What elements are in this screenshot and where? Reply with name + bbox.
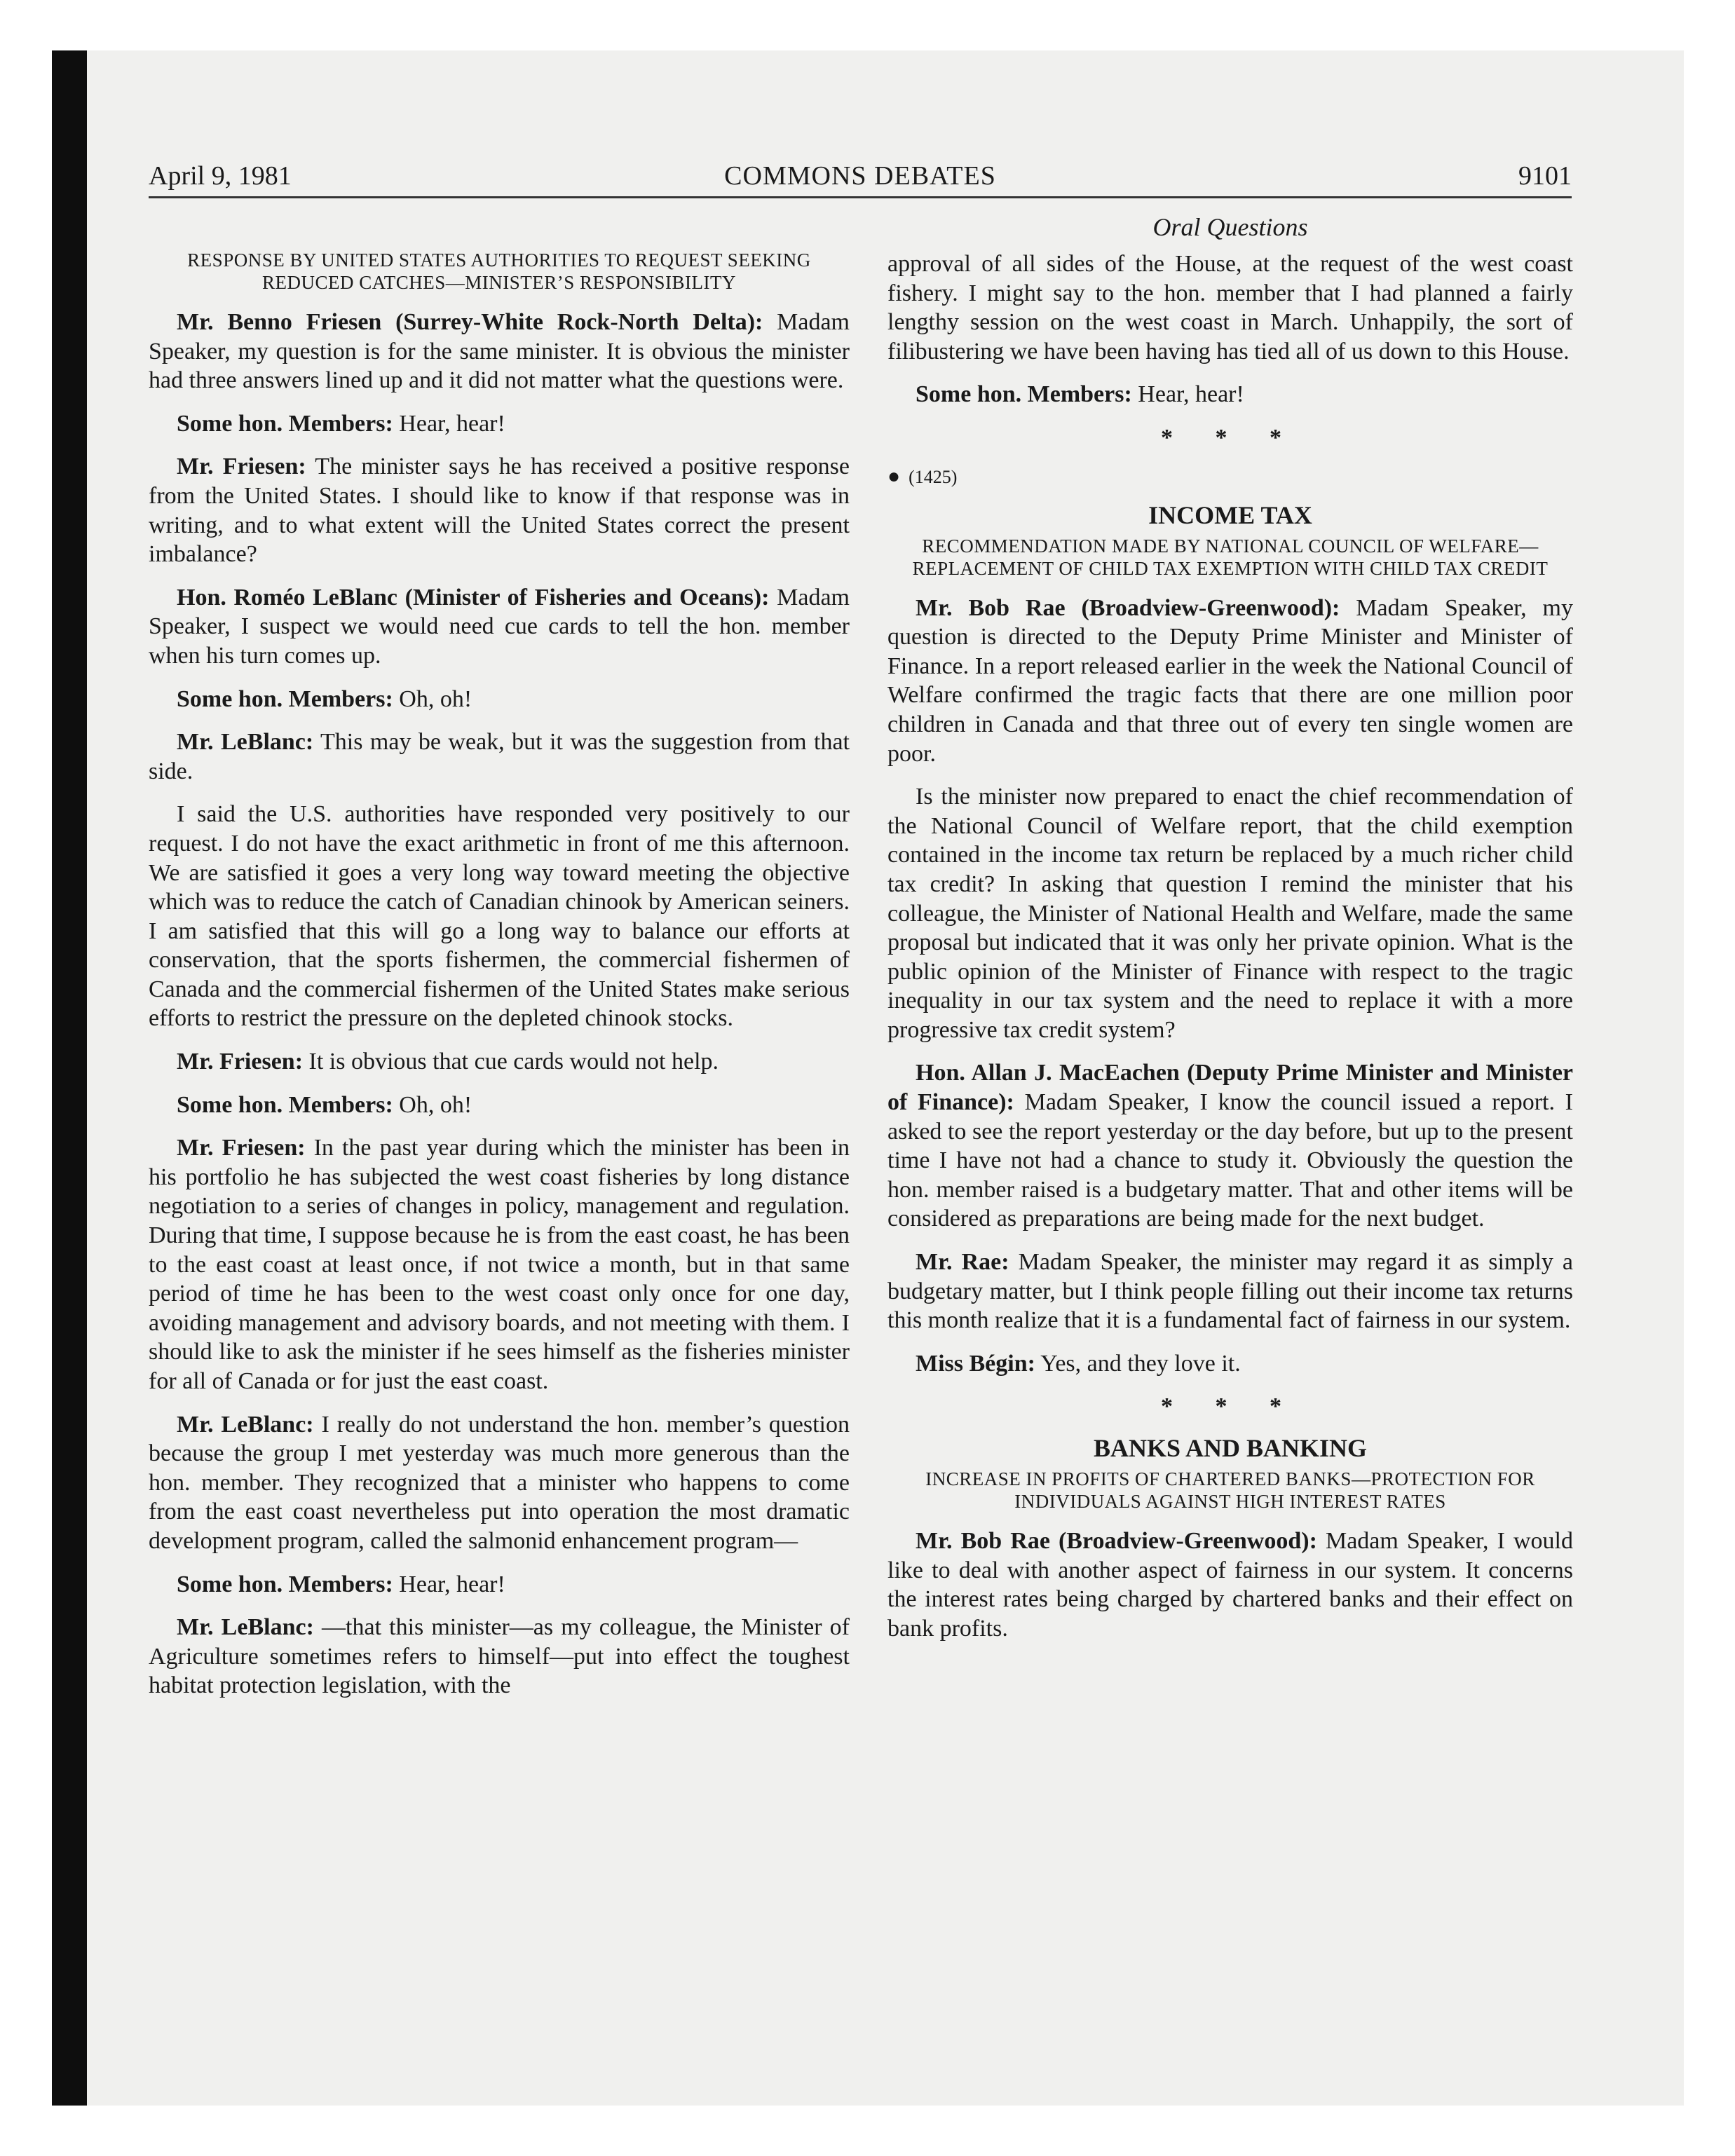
speech-text: I said the U.S. authorities have responded very positively to our request. I do not have the exact arithmetic in front of me this afternoon. We are satisfied it goes a very long way toward meeting the objective which was to reduce the catch of Canadian chinook by American seiners. I am satisfied that this will go a long way to balance our efforts at conservation, that the sports fishermen, the commercial fishermen of Canada and the commercial fishermen of the United States make serious efforts to restrict the pressure on the depleted chinook stocks. <box>149 801 850 1032</box>
speaker: Some hon. Members: <box>177 1091 393 1118</box>
speaker: Hon. Roméo LeBlanc (Minister of Fisheries and Oceans): <box>177 584 770 610</box>
paragraph <box>887 594 1573 769</box>
speaker: Mr. LeBlanc: <box>177 729 314 756</box>
speech-text: Yes, and they love it. <box>1035 1350 1241 1377</box>
paragraph <box>149 800 850 1033</box>
paragraph <box>887 1058 1573 1234</box>
section-subheading: INCREASE IN PROFITS OF CHARTERED BANKS—PROTECTION FOR INDIVIDUALS AGAINST HIGH INTEREST RATES <box>925 1468 1535 1512</box>
speech-text: approval of all sides of the House, at the request of the west coast fishery. I might say to the hon. member that I had planned a fairly lengthy session on the west coast in March. Unhappily, the sort of filibustering we have been having has tied all of us down to this House. <box>887 251 1573 364</box>
section-separator: * * * <box>1161 1393 1300 1420</box>
speech-text: It is obvious that cue cards would not help. <box>303 1049 719 1075</box>
paragraph <box>149 1091 850 1120</box>
paragraph <box>149 1570 850 1599</box>
banks-paragraphs <box>887 1527 1573 1643</box>
paragraph <box>887 380 1573 409</box>
paragraph <box>887 1349 1573 1379</box>
speech-text: Hear, hear! <box>1131 381 1244 408</box>
paragraph <box>149 1047 850 1077</box>
section-heading-income-tax: INCOME TAX <box>1148 500 1312 529</box>
left-paragraphs <box>149 308 850 1700</box>
header-rule <box>149 196 1572 198</box>
time-marker <box>887 464 1573 490</box>
paragraph <box>149 685 850 714</box>
speaker: Mr. Rae: <box>916 1249 1009 1276</box>
paragraph <box>149 452 850 568</box>
speaker: Miss Bégin: <box>916 1350 1035 1377</box>
right-column <box>887 212 1573 1657</box>
paragraph <box>149 308 850 395</box>
speaker: Mr. Friesen: <box>177 1135 306 1161</box>
speaker: Some hon. Members: <box>177 685 393 712</box>
section-separator: * * * <box>1161 424 1300 451</box>
paragraph <box>149 583 850 671</box>
speaker: Some hon. Members: <box>177 1571 393 1597</box>
section-subheading: RESPONSE BY UNITED STATES AUTHORITIES TO REQUEST SEEKING REDUCED CATCHES—MINISTER’S RESPONSIBILITY <box>187 250 811 293</box>
paragraph <box>887 1248 1573 1335</box>
speaker: Mr. Bob Rae (Broadview-Greenwood): <box>916 594 1340 621</box>
speech-text: Hear, hear! <box>393 1571 505 1597</box>
speech-text: —that this minister—as my colleague, the Minister of Agriculture sometimes refers to himself—put into effect the toughest habitat protection legislation, with the <box>149 1614 850 1699</box>
header-title: COMMONS DEBATES <box>724 161 996 191</box>
speech-text: Hear, hear! <box>393 410 505 437</box>
section-heading-banks: BANKS AND BANKING <box>1093 1434 1368 1462</box>
page-header <box>149 160 1572 192</box>
page-number: 9101 <box>1518 161 1572 191</box>
speech-text: This may be weak, but it was the suggestion from that side. <box>149 729 850 784</box>
header-date: April 9, 1981 <box>149 161 292 191</box>
speech-text: Madam Speaker, I would like to deal with another aspect of fairness in our system. It concerns the interest rates being charged by chartered banks and their effect on bank profits. <box>887 1528 1573 1642</box>
speech-text: Madam Speaker, my question is directed to the Deputy Prime Minister and Minister of Finance. In a report released earlier in the week the National Council of Welfare confirmed the tragic facts that there are one million poor children in Canada and that three out of every ten single women are poor. <box>887 594 1574 767</box>
speaker: Mr. Benno Friesen (Surrey-White Rock-North Delta): <box>177 309 763 335</box>
income-tax-paragraphs <box>887 594 1573 1379</box>
paragraph <box>149 1133 850 1396</box>
paragraph <box>887 250 1573 366</box>
section-subheading: RECOMMENDATION MADE BY NATIONAL COUNCIL OF WELFARE—REPLACEMENT OF CHILD TAX EXEMPTION WITH CHILD TAX CREDIT <box>912 535 1549 579</box>
speaker: Mr. LeBlanc: <box>177 1411 314 1438</box>
left-column <box>149 249 850 1714</box>
oral-questions-heading: Oral Questions <box>1152 213 1308 241</box>
speech-text: Madam Speaker, my question is for the same minister. It is obvious the minister had three answers lined up and it did not matter what the questions were. <box>149 309 850 394</box>
speaker: Some hon. Members: <box>916 381 1132 408</box>
speaker: Some hon. Members: <box>177 410 393 437</box>
speech-text: I really do not understand the hon. member’s question because the group I met yesterday was much more generous than the hon. member. They recognized that a minister who happens to come from the east coast nevertheless put into operation the most dramatic development program, called the salmonid enhancement program— <box>149 1411 850 1554</box>
paragraph <box>887 1527 1573 1643</box>
speech-text: Madam Speaker, I know the council issued a report. I asked to see the report yesterday or the day before, but up to the present time I have not had a chance to study it. Obviously the question the hon. member raised is a budgetary matter. That and other items will be considered as preparations are being made for the next budget. <box>887 1089 1573 1232</box>
speech-text: Oh, oh! <box>393 685 472 712</box>
speech-text: Madam Speaker, I suspect we would need cue cards to tell the hon. member when his turn comes up. <box>149 584 850 669</box>
speech-text: Oh, oh! <box>393 1091 472 1118</box>
paragraph <box>887 782 1573 1044</box>
paragraph <box>149 728 850 786</box>
speech-text: The minister says he has received a positive response from the United States. I should like to know if that response was in writing, and to what extent will the United States correct the present imbalance? <box>149 453 850 568</box>
speaker: Mr. Bob Rae (Broadview-Greenwood): <box>916 1528 1317 1554</box>
bullet-icon: ● <box>887 464 901 488</box>
paragraph <box>149 1613 850 1700</box>
speech-text: Is the minister now prepared to enact the chief recommendation of the National Council of Welfare report, that the child exemption contained in the income tax return be replaced by a much richer child tax credit? In asking that question I remind the minister that his colleague, the Minister of National Health and Welfare, made the same proposal but indicated that it was only her private opinion. What is the public opinion of the Minister of Finance with respect to the tragic inequality in our tax system and the need to replace it with a more progressive tax credit system? <box>887 784 1573 1043</box>
binding-shadow <box>52 50 87 2106</box>
time-marker-text: (1425) <box>909 466 958 487</box>
speech-text: In the past year during which the minister has been in his portfolio he has subjected the west coast fisheries by long distance negotiation to a series of changes in policy, management and regulation. During that time, I suppose because he is from the east coast, he has been to the east coast at least once, if not twice a month, but in that same period of time he has been to the west coast only once for one day, avoiding management and advisory boards, and not meeting with them. I should like to ask the minister if he sees himself as the fisheries minister for all of Canada or for just the east coast. <box>149 1135 850 1394</box>
speaker: Hon. Allan J. MacEachen (Deputy Prime Minister and Minister of Finance): <box>887 1060 1573 1116</box>
speaker: Mr. Friesen: <box>177 1049 304 1075</box>
speaker: Mr. Friesen: <box>177 453 306 480</box>
paragraph <box>149 409 850 439</box>
speech-text: Madam Speaker, the minister may regard it as simply a budgetary matter, but I think people filling out their income tax returns this month realize that it is a fundamental fact of fairness in our system. <box>887 1249 1573 1334</box>
speaker: Mr. LeBlanc: <box>177 1614 314 1641</box>
paragraph <box>149 1410 850 1556</box>
